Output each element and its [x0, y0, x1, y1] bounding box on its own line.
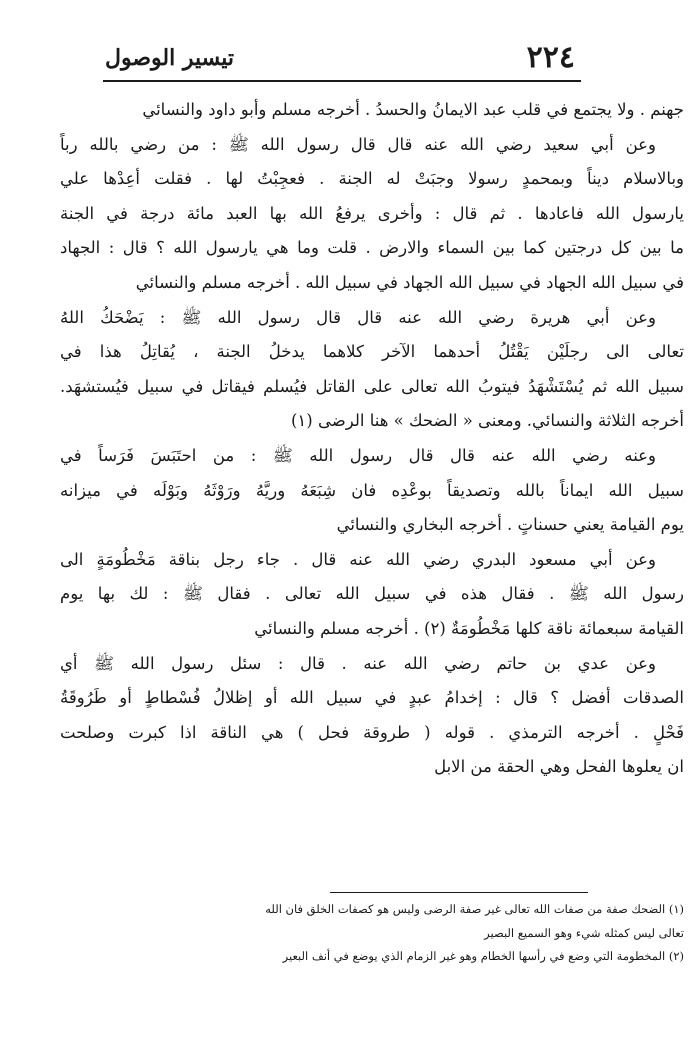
footnote-line: تعالى ليس كمثله شيء وهو السميع البصير	[484, 925, 684, 940]
text-line: أخرجه الثلاثة والنسائي. ومعنى « الضحك » هنا الرضى (١)	[290, 411, 684, 431]
text-line: ما بين كل درجتين كما بين السماء والارض . قلت وما هي يارسول الله ؟ قال : الجهاد	[60, 238, 684, 258]
text-line: جهنم . ولا يجتمع في قلب عبد الايمانُ والحسدُ . أخرجه مسلم وأبو داود والنسائي	[142, 100, 684, 119]
text-line: رسول الله ﷺ . فقال هذه في سبيل الله تعالى . فقال ﷺ : لك بها يوم	[60, 584, 684, 604]
text-line: سبيل الله ثم يُسْتَشْهَدُ فيتوبُ الله تعالى على القاتل فيُسلم فيقاتل في سبيل فيُستشهَد.	[60, 376, 684, 396]
text-line: وعن أبي مسعود البدري رضي الله عنه قال . جاء رجل بناقة مَخْطُومَةٍ الى	[60, 549, 656, 569]
footnotes	[60, 898, 684, 969]
text-line: يوم القيامة يعني حسناتٍ . أخرجه البخاري والنسائي	[336, 515, 684, 535]
text-line: وبالاسلام ديناً وبمحمدٍ رسولا وجبَتْ له الجنة . فعجِبْتُ لها . فقلت أعِدْها علي	[60, 169, 684, 189]
body-text	[60, 93, 684, 785]
footnote-line: (٢) المخطومة التي وضع في رأسها الخطام وهو غير الزمام الذي يوضع في أنف البعير	[282, 949, 684, 963]
footnote-line: (١) الضحك صفة من صفات الله تعالى غير صفة الرضى وليس هو كصفات الخلق فان الله	[265, 902, 684, 916]
text-line: وعن أبي هريرة رضي الله عنه قال قال رسول الله ﷺ : يَضْحَكُ اللهُ	[60, 307, 656, 327]
text-line: وعنه رضي الله عنه قال قال رسول الله ﷺ : من احتَبَسَ فَرَساً في	[60, 445, 656, 465]
running-title: تيسير الوصول	[105, 45, 235, 71]
page-number: ٢٢٤	[526, 40, 575, 75]
text-line: في سبيل الله الجهاد في سبيل الله الجهاد في سبيل الله . أخرجه مسلم والنسائي	[135, 272, 684, 292]
page-header	[105, 38, 575, 78]
text-line: وعن عدي بن حاتم رضي الله عنه . قال : سئل رسول الله ﷺ أي	[60, 653, 656, 673]
text-line: يارسول الله فاعادها . ثم قال : وأخرى يرفعُ الله بها العبد مائة درجة في الجنة	[60, 203, 684, 223]
text-line: الصدقات أفضل ؟ قال : إخدامُ عبدٍ في سبيل الله أو إظلالُ فُسْطاطٍ أو طَرُوقَةُ	[60, 688, 684, 708]
footnote-rule	[330, 892, 588, 893]
text-line: القيامة سبعمائة ناقة كلها مَخْطُومَةٌ (٢) . أخرجه مسلم والنسائي	[254, 618, 684, 638]
header-rule	[103, 80, 581, 82]
text-line: ان يعلوها الفحل وهي الحقة من الابل	[434, 757, 684, 777]
text-line: تعالى الى رجلَيْن يَقْتُلُ أحدهما الآخر كلاهما يدخلُ الجنة ، يُقاتِلُ هذا في	[60, 342, 684, 362]
text-line: وعن أبي سعيد رضي الله عنه قال قال رسول الله ﷺ : من رضي بالله رباً	[60, 134, 656, 154]
text-line: فَحْلٍ . أخرجه الترمذي . قوله ( طروقة فحل ) هي الناقة اذا كبرت وصلحت	[60, 722, 684, 742]
text-line: سبيل الله ايماناً بالله وتصديقاً بوعْدِه فان شِبَعَهُ وريَّهُ ورَوْثَهُ وبَوْلَه في ميزانه	[60, 480, 684, 500]
